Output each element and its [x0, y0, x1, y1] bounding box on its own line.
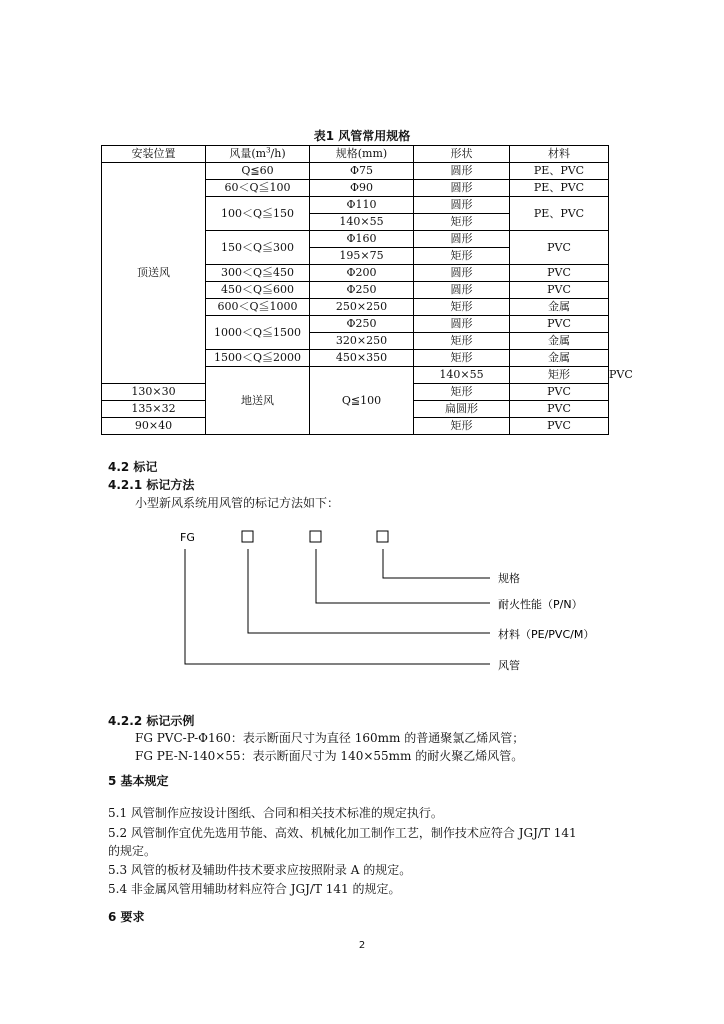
spec-cell: 250×250 — [310, 299, 414, 316]
shape-cell: 圆形 — [414, 197, 510, 214]
spec-leader-line — [383, 549, 490, 578]
spec-cell: 140×55 — [310, 214, 414, 231]
material-cell: PE、PVC — [510, 163, 609, 180]
label-fire-resistance: 耐火性能（P/N） — [498, 598, 583, 611]
material-cell: PE、PVC — [510, 197, 609, 231]
fire-resistance-leader-line — [316, 549, 490, 603]
material-cell: PVC — [510, 282, 609, 299]
shape-cell: 圆形 — [414, 180, 510, 197]
example-2: FG PE-N-140×55：表示断面尺寸为 140×55mm 的耐火聚乙烯风管。 — [135, 749, 524, 763]
shape-cell: 矩形 — [414, 418, 510, 435]
table-row: 地送风 Q≦100 140×55 矩形 PVC — [102, 367, 609, 384]
spec-cell: 90×40 — [102, 418, 206, 435]
material-cell: 金属 — [510, 333, 609, 350]
shape-cell: 矩形 — [414, 350, 510, 367]
clause-5-1: 5.1 风管制作应按设计图纸、合同和相关技术标准的规定执行。 — [108, 806, 443, 820]
spec-cell: Φ75 — [310, 163, 414, 180]
spec-cell: Φ250 — [310, 316, 414, 333]
spec-cell: 130×30 — [102, 384, 206, 401]
spec-cell: 195×75 — [310, 248, 414, 265]
material-leader-line — [248, 549, 490, 633]
flow-cell: 450＜Q≦600 — [206, 282, 310, 299]
duct-leader-line — [185, 549, 490, 664]
location-cell: 顶送风 — [102, 163, 206, 384]
material-cell: PVC — [510, 316, 609, 333]
spec-cell: Φ200 — [310, 265, 414, 282]
flow-cell: 1000＜Q≦1500 — [206, 316, 310, 350]
flow-cell: 100＜Q≦150 — [206, 197, 310, 231]
header-flow: 风量$(m^3/h)$ — [206, 146, 310, 163]
spec-cell: Φ250 — [310, 282, 414, 299]
spec-cell: Φ160 — [310, 231, 414, 248]
section-4-2-heading: 4.2 标记 — [108, 460, 158, 474]
shape-cell: 矩形 — [414, 333, 510, 350]
shape-cell: 矩形 — [510, 367, 609, 384]
shape-cell: 圆形 — [414, 163, 510, 180]
spec-cell: 320×250 — [310, 333, 414, 350]
section-4-2-2-heading: 4.2.2 标记示例 — [108, 714, 195, 728]
shape-cell: 圆形 — [414, 231, 510, 248]
header-spec: 规格(mm) — [310, 146, 414, 163]
shape-cell: 矩形 — [414, 248, 510, 265]
label-spec: 规格 — [498, 572, 520, 585]
material-cell: PVC — [510, 231, 609, 265]
flow-cell: Q≦100 — [310, 367, 414, 435]
header-shape: 形状 — [414, 146, 510, 163]
material-cell: 金属 — [510, 299, 609, 316]
material-box — [242, 531, 253, 542]
flow-cell: 150＜Q≦300 — [206, 231, 310, 265]
spec-box — [377, 531, 388, 542]
clause-5-2-line-1: 5.2 风管制作宜优先选用节能、高效、机械化加工制作工艺，制作技术应符合 JGJ/T 141 — [108, 826, 577, 840]
section-6-heading: 6 要求 — [108, 910, 145, 924]
example-1: FG PVC-P-Φ160：表示断面尺寸为直径 160mm 的普通聚氯乙烯风管； — [135, 731, 525, 745]
page-number: 2 — [358, 940, 366, 951]
shape-cell: 圆形 — [414, 316, 510, 333]
shape-cell: 矩形 — [414, 299, 510, 316]
label-material: 材料（PE/PVC/M） — [498, 628, 595, 641]
label-duct: 风管 — [498, 659, 520, 672]
flow-cell: 1500＜Q≦2000 — [206, 350, 310, 367]
table-title: 表1 风管常用规格 — [313, 129, 411, 143]
location-cell: 地送风 — [206, 367, 310, 435]
spec-cell: 140×55 — [414, 367, 510, 384]
clause-5-3: 5.3 风管的板材及辅助件技术要求应按照附录 A 的规定。 — [108, 863, 412, 877]
clause-5-4: 5.4 非金属风管用辅助材料应符合 JGJ/T 141 的规定。 — [108, 882, 401, 896]
shape-cell: 矩形 — [414, 214, 510, 231]
diagram-prefix: FG — [180, 531, 195, 544]
section-5-heading: 5 基本规定 — [108, 774, 169, 788]
flow-cell: 60＜Q≦100 — [206, 180, 310, 197]
shape-cell: 圆形 — [414, 265, 510, 282]
material-cell: PVC — [510, 265, 609, 282]
shape-cell: 矩形 — [414, 384, 510, 401]
clause-5-2-line-2: 的规定。 — [108, 844, 157, 858]
spec-cell: Φ110 — [310, 197, 414, 214]
flow-cell: Q≦60 — [206, 163, 310, 180]
flow-cell: 600＜Q≦1000 — [206, 299, 310, 316]
header-location: 安装位置 — [102, 146, 206, 163]
material-cell: PE、PVC — [510, 180, 609, 197]
shape-cell: 扁圆形 — [414, 401, 510, 418]
spec-cell: Φ90 — [310, 180, 414, 197]
section-4-2-1-heading: 4.2.1 标记方法 — [108, 478, 195, 492]
material-cell: PVC — [510, 418, 609, 435]
shape-cell: 圆形 — [414, 282, 510, 299]
marking-method-text: 小型新风系统用风管的标记方法如下： — [135, 496, 340, 510]
fire-resistance-box — [310, 531, 321, 542]
spec-cell: 450×350 — [310, 350, 414, 367]
material-cell: PVC — [510, 401, 609, 418]
spec-cell: 135×32 — [102, 401, 206, 418]
material-cell: 金属 — [510, 350, 609, 367]
material-cell: PVC — [510, 384, 609, 401]
flow-cell: 300＜Q≦450 — [206, 265, 310, 282]
header-material: 材料 — [510, 146, 609, 163]
